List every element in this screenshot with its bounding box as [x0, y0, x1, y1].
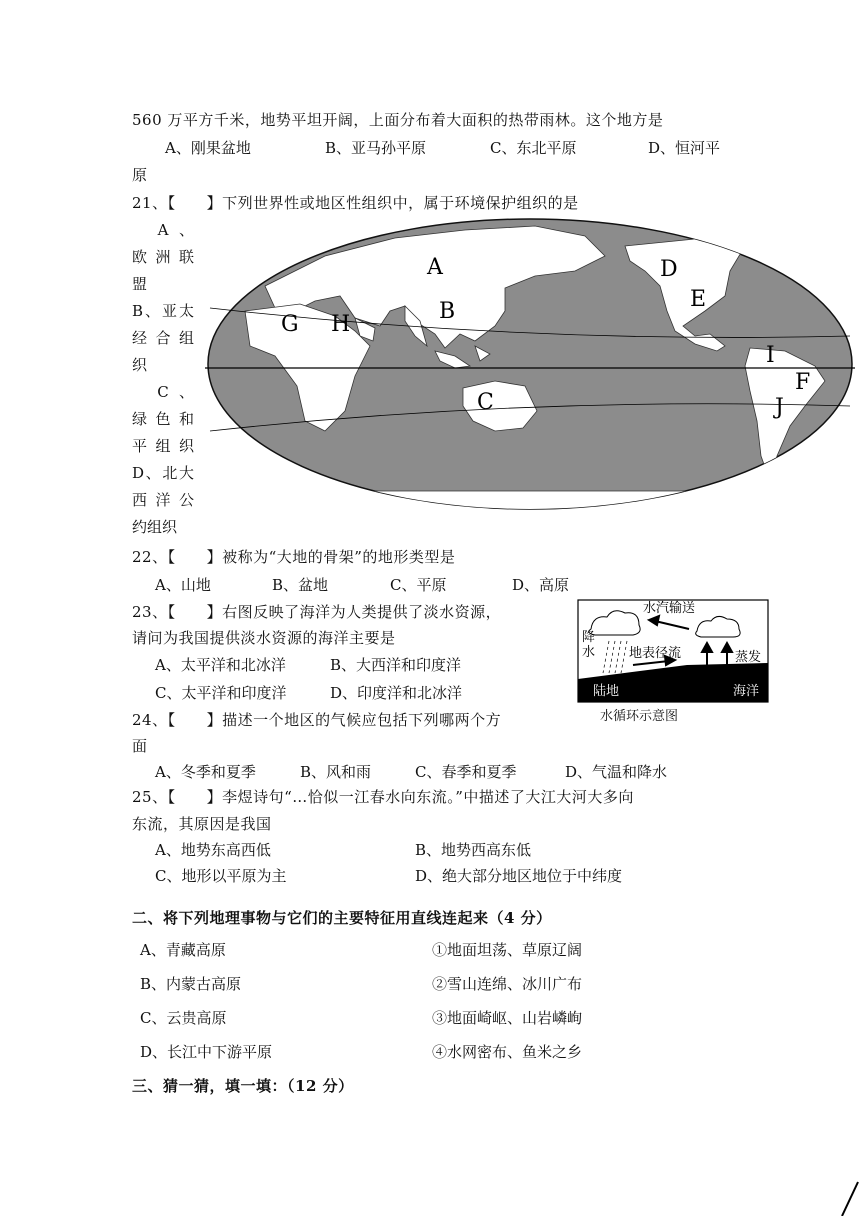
map-label-h: H — [331, 312, 351, 337]
q21-option-b-3: 织 — [132, 356, 148, 374]
q21-option-a-3: 盟 — [132, 275, 148, 293]
evaporation-label: 蒸发 — [735, 650, 762, 665]
q20-option-c: C、东北平原 — [490, 139, 577, 157]
q21-option-c-1: C、 — [132, 383, 194, 401]
q20-option-b: B、亚马孙平原 — [325, 139, 427, 157]
q24-option-a: A、冬季和夏季 — [155, 763, 256, 781]
match-right-3: ③地面崎岖、山岩嶙峋 — [432, 1009, 583, 1027]
match-left-c: C、云贵高原 — [140, 1009, 227, 1027]
water-cycle-caption: 水循环示意图 — [600, 709, 679, 724]
ocean-label: 海洋 — [733, 684, 760, 699]
q24-stem-wrap: 面 — [132, 737, 148, 755]
q21-option-c-2: 绿色和 — [132, 410, 194, 428]
q24-option-d: D、气温和降水 — [565, 763, 668, 781]
q25-option-c: C、地形以平原为主 — [155, 867, 287, 885]
map-label-d: D — [660, 257, 678, 282]
q25-option-d: D、绝大部分地区地位于中纬度 — [415, 867, 623, 885]
q20-stem-continuation: 560 万平方千米，地势平坦开阔，上面分布着大面积的热带雨林。这个地方是 — [132, 111, 664, 129]
q23-option-c: C、太平洋和印度洋 — [155, 684, 287, 702]
q21-option-b-1: B、亚太 — [132, 302, 194, 320]
map-label-e: E — [690, 287, 707, 312]
q22-option-b: B、盆地 — [272, 576, 329, 594]
q23-option-d: D、印度洋和北冰洋 — [330, 684, 463, 702]
q25-option-a: A、地势东高西低 — [155, 841, 271, 859]
match-left-a: A、青藏高原 — [140, 941, 226, 959]
q23-option-a: A、太平洋和北冰洋 — [155, 656, 286, 674]
q20-option-a: A、刚果盆地 — [165, 139, 251, 157]
q24-stem: 24、【 】描述一个地区的气候应包括下列哪两个方 — [132, 711, 502, 729]
q21-option-d-2: 西洋公 — [132, 491, 194, 509]
map-label-b: B — [439, 299, 456, 324]
q22-option-a: A、山地 — [155, 576, 211, 594]
water-cycle-diagram — [577, 599, 769, 703]
corner-stroke-mark — [838, 1180, 860, 1216]
map-label-i: I — [766, 343, 775, 368]
section3-title: 三、猜一猜，填一填：（12 分） — [132, 1077, 354, 1095]
section2-title: 二、将下列地理事物与它们的主要特征用直线连起来（4 分） — [132, 909, 552, 927]
q24-option-b: B、风和雨 — [300, 763, 372, 781]
q23-stem-2: 请问为我国提供淡水资源的海洋主要是 — [132, 629, 396, 647]
match-right-1: ①地面坦荡、草原辽阔 — [432, 941, 583, 959]
antarctica-landmass — [205, 491, 855, 512]
map-label-j: J — [775, 395, 784, 420]
q25-stem-2: 东流，其原因是我国 — [132, 815, 272, 833]
q21-option-b-2: 经合组 — [132, 329, 194, 347]
rain-label-2: 水 — [582, 645, 596, 660]
q20-option-d-wrap: 原 — [132, 166, 148, 184]
q21-option-a-1: A、 — [132, 221, 194, 239]
vapor-label: 水汽输送 — [643, 601, 696, 616]
match-right-2: ②雪山连绵、冰川广布 — [432, 975, 583, 993]
q23-stem: 23、【 】右图反映了海洋为人类提供了淡水资源， — [132, 603, 502, 621]
q22-stem: 22、【 】被称为“大地的骨架”的地形类型是 — [132, 548, 456, 566]
q22-option-d: D、高原 — [512, 576, 570, 594]
q23-option-b: B、大西洋和印度洋 — [330, 656, 462, 674]
q21-option-d-3: 约组织 — [132, 518, 178, 536]
rain-label-1: 降 — [582, 630, 596, 645]
greenland-landmass — [735, 221, 775, 256]
q20-option-d: D、恒河平 — [648, 139, 721, 157]
match-left-b: B、内蒙古高原 — [140, 975, 242, 993]
q25-option-b: B、地势西高东低 — [415, 841, 532, 859]
match-right-4: ④水网密布、鱼米之乡 — [432, 1043, 583, 1061]
q21-options — [132, 217, 194, 541]
world-map — [205, 216, 855, 512]
map-label-a: A — [427, 255, 443, 280]
q21-stem: 21、【 】下列世界性或地区性组织中，属于环境保护组织的是 — [132, 194, 579, 212]
q25-stem: 25、【 】李煜诗句“…恰似一江春水向东流。”中描述了大江大河大多向 — [132, 788, 634, 806]
map-label-f: F — [795, 370, 811, 395]
q21-option-a-2: 欧洲联 — [132, 248, 194, 266]
map-label-g: G — [281, 312, 299, 337]
q21-option-d-1: D、北大 — [132, 464, 194, 482]
map-label-c: C — [477, 390, 494, 415]
land-label: 陆地 — [593, 684, 620, 699]
q24-option-c: C、春季和夏季 — [415, 763, 517, 781]
runoff-label: 地表径流 — [629, 646, 682, 661]
match-left-d: D、长江中下游平原 — [140, 1043, 273, 1061]
q22-option-c: C、平原 — [390, 576, 447, 594]
q21-option-c-3: 平组织 — [132, 437, 194, 455]
